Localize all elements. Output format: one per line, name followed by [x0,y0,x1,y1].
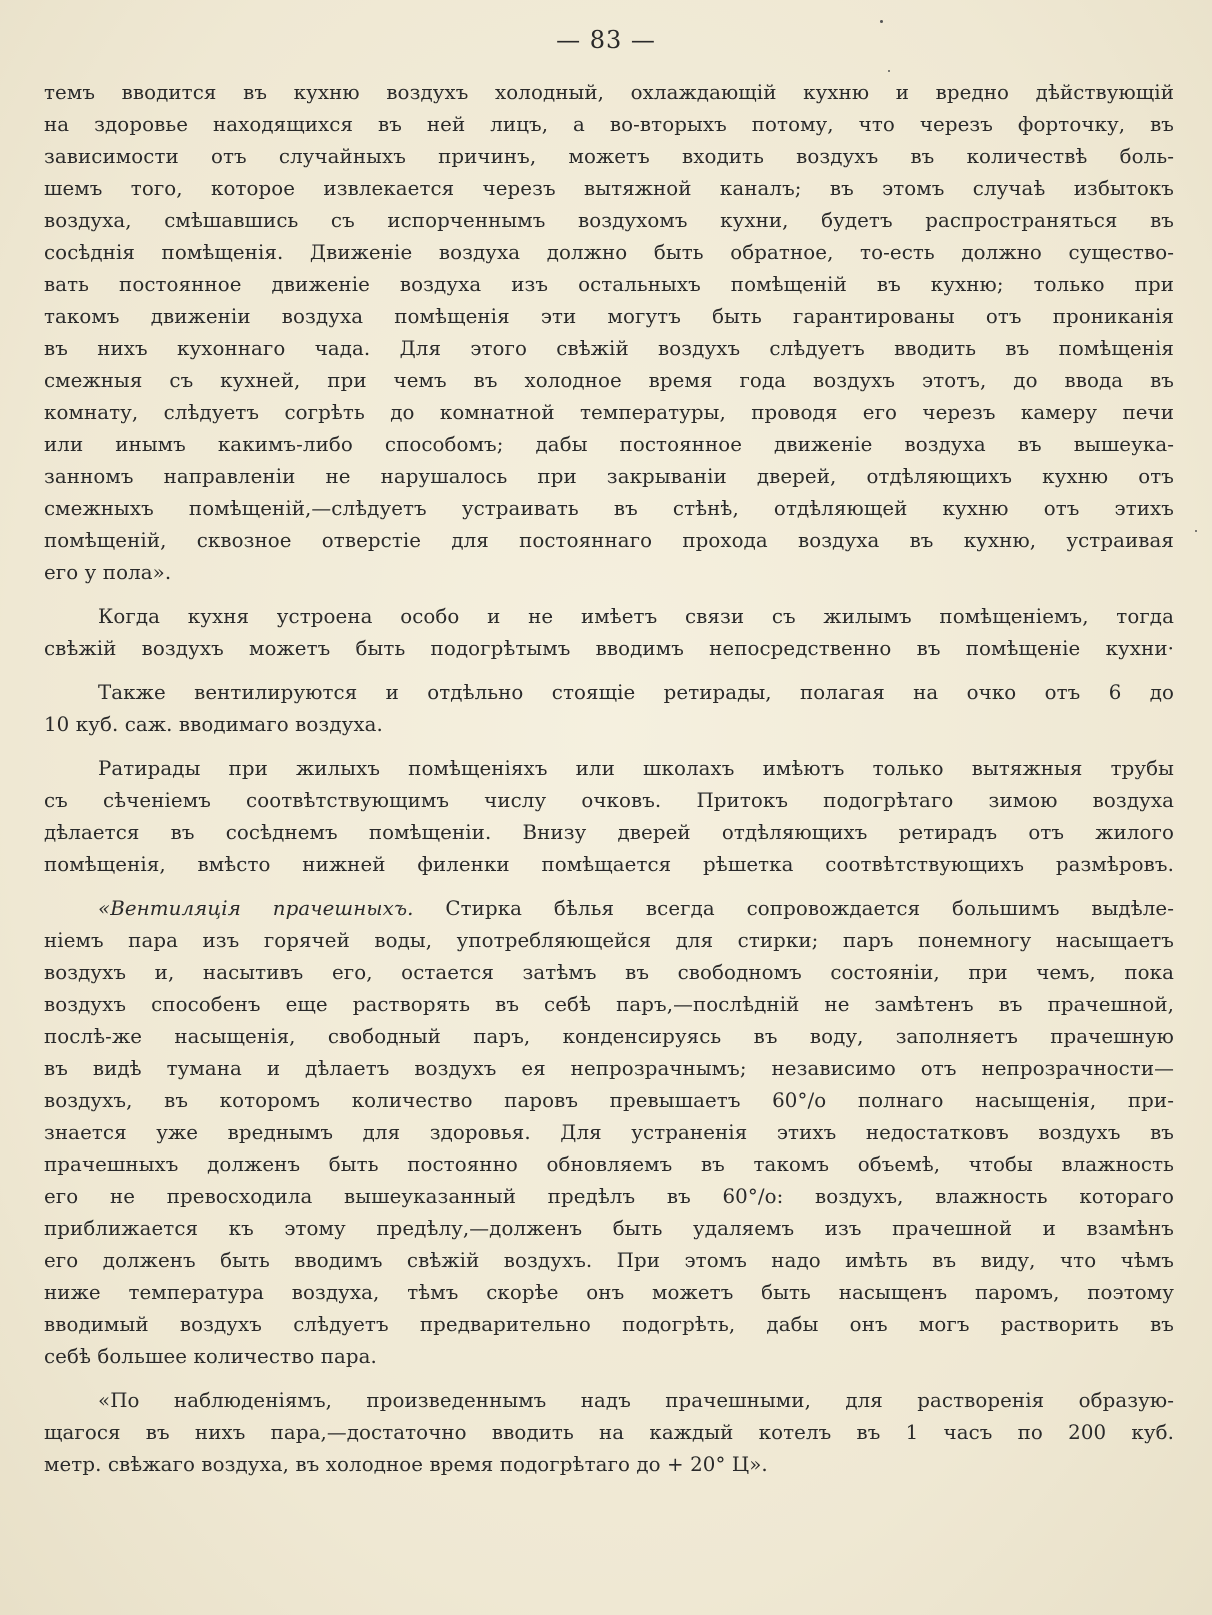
page-number: — 83 — [556,26,656,54]
text-line: приближается къ этому предѣлу,—долженъ быть удаляемъ изъ прачешной и взамѣнъ [44,1217,1174,1240]
text-line: дѣлается въ сосѣднемъ помѣщеніи. Внизу дверей отдѣляющихъ ретирадъ отъ жилого [44,821,1174,844]
text-line: въ видѣ тумана и дѣлаетъ воздухъ ея непрозрачнымъ; независимо отъ непрозрачности— [44,1057,1174,1080]
scan-speck [888,70,890,72]
paragraph-separate-kitchen [44,601,1174,665]
text-line: сосѣднія помѣщенія. Движеніе воздуха должно быть обратное, то-есть должно существо- [44,241,1174,264]
text-line: метр. свѣжаго воздуха, въ холодное время подогрѣтаго до + 20° Ц». [44,1453,768,1476]
text-line: воздухъ, въ которомъ количество паровъ превышаетъ 60°/о полнаго насыщенія, при- [44,1089,1174,1112]
text-line: комнату, слѣдуетъ согрѣть до комнатной температуры, проводя его черезъ камеру печи [44,401,1174,424]
paragraph-privies [44,677,1174,741]
scan-speck [880,20,883,23]
text-line: послѣ-же насыщенія, свободный паръ, конденсируясь въ воду, заполняетъ прачешную [44,1025,1174,1048]
text-line: въ нихъ кухоннаго чада. Для этого свѣжій воздухъ слѣдуетъ вводить въ помѣщенія [44,337,1174,360]
text-line: 10 куб. саж. вводимаго воздуха. [44,713,383,736]
scan-speck [1195,530,1197,532]
text-line: зависимости отъ случайныхъ причинъ, можетъ входить воздухъ въ количествѣ боль- [44,145,1174,168]
body-text [44,77,1174,1493]
text-line: съ сѣченіемъ соотвѣтствующимъ числу очковъ. Притокъ подогрѣтаго зимою воздуха [44,789,1174,812]
text-line: Ратирады при жилыхъ помѣщеніяхъ или школахъ имѣютъ только вытяжныя трубы [98,757,1174,780]
text-line: его у пола». [44,561,172,584]
text-line [44,893,1174,925]
text-line: или инымъ какимъ-либо способомъ; дабы постоянное движеніе воздуха въ вышеука- [44,433,1174,456]
text-line: Когда кухня устроена особо и не имѣетъ связи съ жилымъ помѣщеніемъ, тогда [98,605,1174,628]
paragraph-kitchen-air [44,77,1174,589]
section-lead-italic: «Вентиляція прачешныхъ. [98,897,414,920]
text-line: вводимый воздухъ слѣдуетъ предварительно подогрѣть, дабы онъ могъ растворить въ [44,1313,1174,1336]
paragraph-laundry-observations [44,1385,1174,1481]
text-line: занномъ направленіи не нарушалось при закрываніи дверей, отдѣляющихъ кухню отъ [44,465,1174,488]
text-line: его долженъ быть вводимъ свѣжій воздухъ. При этомъ надо имѣть въ виду, что чѣмъ [44,1249,1174,1272]
text-line: помѣщенія, вмѣсто нижней филенки помѣщается рѣшетка соотвѣтствующихъ размѣровъ. [44,853,1174,876]
text-line: ніемъ пара изъ горячей воды, употребляющейся для стирки; паръ понемногу насыщаетъ [44,929,1174,952]
text-line: прачешныхъ долженъ быть постоянно обновляемъ въ такомъ объемѣ, чтобы влажность [44,1153,1174,1176]
text-line: вать постоянное движеніе воздуха изъ остальныхъ помѣщеній въ кухню; только при [44,273,1174,296]
text-run: Стирка бѣлья всегда сопровождается большимъ выдѣле- [445,897,1174,920]
text-line: шемъ того, которое извлекается черезъ вытяжной каналъ; въ этомъ случаѣ избытокъ [44,177,1174,200]
text-line: смежныхъ помѣщеній,—слѣдуетъ устраивать въ стѣнѣ, отдѣляющей кухню отъ этихъ [44,497,1174,520]
text-line: «По наблюденіямъ, произведеннымъ надъ прачешными, для растворенія образую- [98,1389,1174,1412]
text-line: воздухъ способенъ еще растворять въ себѣ паръ,—послѣдній не замѣтенъ въ прачешной, [44,993,1174,1016]
paragraph-privies-in-buildings [44,753,1174,881]
text-line: Также вентилируются и отдѣльно стоящіе ретирады, полагая на очко отъ 6 до [98,681,1174,704]
text-line: смежныя съ кухней, при чемъ въ холодное время года воздухъ этотъ, до ввода въ [44,369,1174,392]
text-line: знается уже вреднымъ для здоровья. Для устраненія этихъ недостатковъ воздухъ въ [44,1121,1174,1144]
text-line: ниже температура воздуха, тѣмъ скорѣе онъ можетъ быть насыщенъ паромъ, поэтому [44,1281,1174,1304]
text-line: его не превосходила вышеуказанный предѣлъ въ 60°/о: воздухъ, влажность котораго [44,1185,1174,1208]
text-line: воздуха, смѣшавшись съ испорченнымъ воздухомъ кухни, будетъ распространяться въ [44,209,1174,232]
text-line: щагося въ нихъ пара,—достаточно вводить на каждый котелъ въ 1 часъ по 200 куб. [44,1421,1174,1444]
text-line: воздухъ и, насытивъ его, остается затѣмъ въ свободномъ состояніи, при чемъ, пока [44,961,1174,984]
text-line: темъ вводится въ кухню воздухъ холодный, охлаждающій кухню и вредно дѣйствующій [44,81,1174,104]
paragraph-laundry-ventilation [44,893,1174,1373]
text-line: на здоровье находящихся въ ней лицъ, а во-вторыхъ потому, что черезъ форточку, въ [44,113,1174,136]
text-line: такомъ движеніи воздуха помѣщенія эти могутъ быть гарантированы отъ прониканія [44,305,1174,328]
text-line: свѣжій воздухъ можетъ быть подогрѣтымъ вводимъ непосредственно въ помѣщеніе кухни· [44,637,1174,660]
text-line: себѣ большее количество пара. [44,1345,377,1368]
text-line: помѣщеній, сквозное отверстіе для постояннаго прохода воздуха въ кухню, устраивая [44,529,1174,552]
